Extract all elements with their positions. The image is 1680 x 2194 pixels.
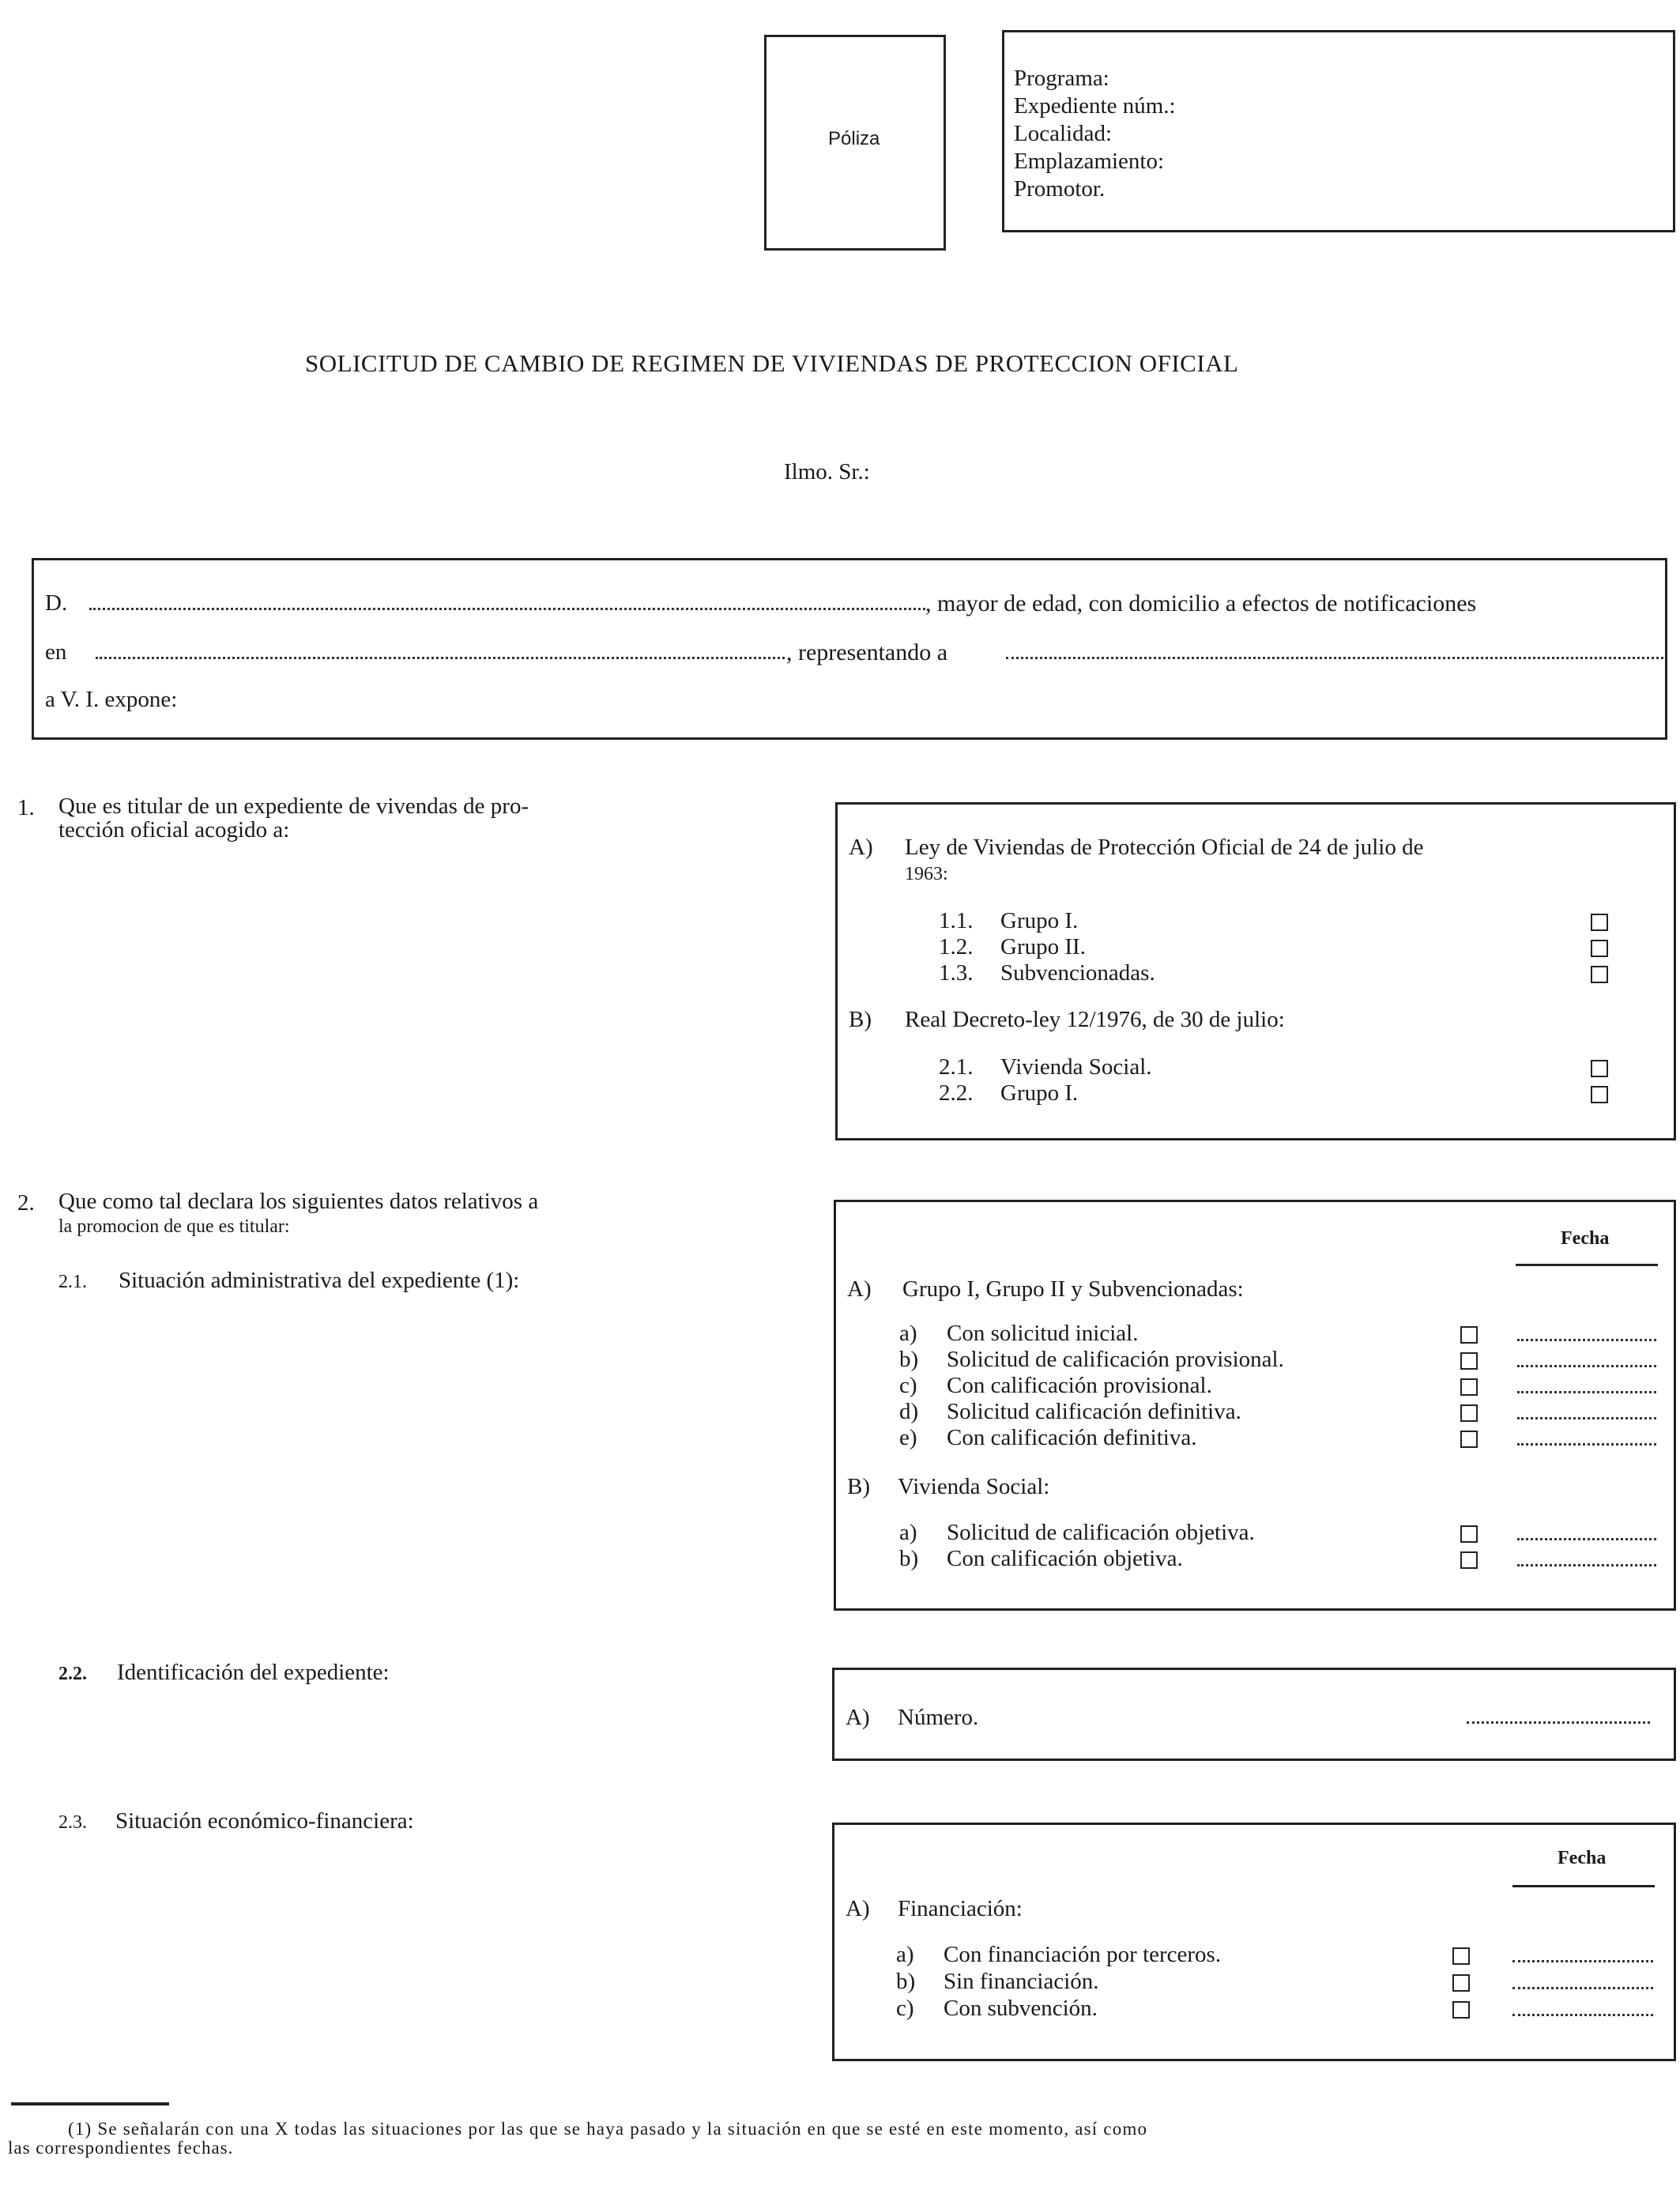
solicitud-definitiva-checkbox[interactable] (1460, 1404, 1478, 1422)
s1-b-title: Real Decreto-ley 12/1976, de 30 de julio: (905, 1007, 1285, 1032)
s1-b-letter: B) (849, 1007, 872, 1032)
s1-b-item-label: Vivienda Social. (1000, 1054, 1152, 1080)
info-localidad: Localidad: (1014, 121, 1113, 146)
s23-a-title: Financiación: (898, 1896, 1023, 1921)
s1-b-item-num: 2.2. (939, 1080, 974, 1106)
info-box (1002, 30, 1675, 232)
fecha-field[interactable] (1517, 1536, 1656, 1540)
applicant-box (32, 558, 1667, 740)
fecha-rule (1512, 1885, 1655, 1887)
fecha-field[interactable] (1517, 1389, 1656, 1393)
s1-b-item-label: Grupo I. (1000, 1080, 1079, 1106)
section2-text-line2: la promocion de que es titular: (58, 1216, 290, 1237)
applicant-en-label: en (45, 639, 67, 665)
s1-a-letter: A) (849, 835, 873, 860)
s23-a-item-num: c) (896, 1996, 914, 2021)
s21-b-item-num: a) (899, 1520, 917, 1545)
grupo-i-rd-checkbox[interactable] (1591, 1086, 1608, 1103)
s1-a-item-label: Grupo II. (1000, 934, 1086, 959)
section2-text-line1: Que como tal declara los siguientes datos relativos a (58, 1189, 539, 1214)
grupo-ii-checkbox[interactable] (1591, 940, 1608, 957)
represented-field[interactable] (1006, 654, 1663, 659)
section1-text-line2: tección oficial acogido a: (58, 817, 290, 843)
situation-panel (834, 1200, 1676, 1611)
section1-text-line1: Que es titular de un expediente de vivendas de pro- (58, 794, 529, 819)
s21-a-item-label: Con calificación provisional. (947, 1373, 1212, 1398)
s21-a-item-num: d) (899, 1399, 919, 1424)
s21-b-title: Vivienda Social: (898, 1474, 1050, 1499)
applicant-d-label: D. (45, 590, 68, 616)
fecha-field[interactable] (1512, 2011, 1653, 2016)
sin-financiacion-checkbox[interactable] (1452, 1974, 1470, 1992)
s23-a-item-num: a) (896, 1942, 914, 1967)
sub22-label: 2.2. (58, 1664, 87, 1684)
s21-b-item-label: Con calificación objetiva. (947, 1546, 1183, 1571)
s23-a-item-label: Sin financiación. (944, 1969, 1099, 1994)
section1-panel (835, 802, 1676, 1140)
fecha-field[interactable] (1517, 1441, 1656, 1446)
footnote-line1: (1) Se señalarán con una X todas las situaciones por las que se haya pasado y la situación en que se esté en este momento, así como (68, 2119, 1148, 2139)
s21-b-item-label: Solicitud de calificación objetiva. (947, 1520, 1255, 1545)
s1-a-title: Ley de Viviendas de Protección Oficial de 24 de julio de (905, 835, 1424, 860)
s1-a-item-label: Grupo I. (1000, 908, 1079, 933)
vivienda-social-checkbox[interactable] (1591, 1060, 1608, 1077)
info-programa: Programa: (1014, 66, 1109, 91)
calificacion-provisional-checkbox[interactable] (1460, 1378, 1478, 1396)
s21-a-item-label: Con calificación definitiva. (947, 1425, 1197, 1450)
info-emplazamiento: Emplazamiento: (1014, 149, 1165, 174)
s1-a-title-year: 1963: (905, 864, 948, 884)
s21-a-item-label: Solicitud calificación definitiva. (947, 1399, 1241, 1424)
s1-b-item-num: 2.1. (939, 1054, 974, 1080)
s23-a-item-label: Con financiación por terceros. (944, 1942, 1222, 1967)
fecha-field[interactable] (1512, 1985, 1653, 1989)
applicant-representando: , representando a (786, 639, 948, 665)
fecha-rule (1516, 1264, 1658, 1266)
solicitud-provisional-checkbox[interactable] (1460, 1352, 1478, 1370)
s23-a-letter: A) (846, 1896, 870, 1921)
s21-b-letter: B) (847, 1474, 870, 1499)
solicitud-inicial-checkbox[interactable] (1460, 1326, 1478, 1344)
calificacion-definitiva-checkbox[interactable] (1460, 1431, 1478, 1448)
salutation: Ilmo. Sr.: (784, 459, 870, 484)
fecha-header: Fecha (1561, 1228, 1610, 1249)
sub21-text: Situación administrativa del expediente (1): (119, 1268, 520, 1293)
fecha-field[interactable] (1512, 1958, 1653, 1962)
applicant-line1-text: , mayor de edad, con domicilio a efectos de notificaciones (925, 590, 1477, 616)
poliza-label: Póliza (828, 128, 880, 149)
sub22-text: Identificación del expediente: (117, 1660, 390, 1685)
fecha-field[interactable] (1517, 1562, 1656, 1566)
financial-panel (832, 1823, 1676, 2061)
sub21-label: 2.1. (58, 1272, 87, 1292)
sub23-label: 2.3. (58, 1812, 87, 1833)
subvencion-checkbox[interactable] (1452, 2001, 1470, 2019)
section1-number: 1. (17, 795, 35, 820)
fecha-field[interactable] (1517, 1363, 1656, 1367)
s21-a-item-label: Con solicitud inicial. (947, 1321, 1139, 1346)
numero-field[interactable] (1467, 1719, 1650, 1724)
s22-a-letter: A) (846, 1705, 870, 1730)
name-field[interactable] (89, 605, 925, 610)
s1-a-item-num: 1.3. (939, 960, 974, 986)
section2-number: 2. (17, 1190, 35, 1216)
financiacion-terceros-checkbox[interactable] (1452, 1947, 1470, 1965)
s23-a-item-num: b) (896, 1969, 916, 1994)
address-field[interactable] (96, 654, 785, 659)
s21-a-item-num: b) (899, 1347, 919, 1372)
page-title: SOLICITUD DE CAMBIO DE REGIMEN DE VIVIENDAS DE PROTECCION OFICIAL (305, 349, 1239, 377)
calificacion-objetiva-checkbox[interactable] (1460, 1551, 1478, 1569)
info-promotor: Promotor. (1014, 176, 1106, 202)
s22-a-title: Número. (898, 1705, 979, 1730)
fecha-field[interactable] (1517, 1415, 1656, 1419)
s21-a-item-num: a) (899, 1321, 917, 1346)
s23-a-item-label: Con subvención. (944, 1996, 1098, 2021)
poliza-box (764, 35, 946, 251)
solicitud-objetiva-checkbox[interactable] (1460, 1525, 1478, 1543)
s21-a-item-num: e) (899, 1425, 917, 1450)
s21-a-item-num: c) (899, 1373, 917, 1398)
s21-a-title: Grupo I, Grupo II y Subvencionadas: (902, 1276, 1244, 1302)
applicant-expone: a V. I. expone: (45, 687, 178, 712)
info-expediente: Expediente núm.: (1014, 93, 1176, 119)
s1-a-item-num: 1.2. (939, 934, 974, 959)
s21-b-item-num: b) (899, 1546, 919, 1571)
footnote-rule (11, 2102, 169, 2105)
s21-a-item-label: Solicitud de calificación provisional. (947, 1347, 1284, 1372)
s21-a-letter: A) (847, 1276, 872, 1302)
identification-panel (832, 1668, 1676, 1761)
subvencionadas-checkbox[interactable] (1591, 966, 1608, 983)
s1-a-item-num: 1.1. (939, 908, 974, 933)
footnote-line2: las correspondientes fechas. (8, 2138, 234, 2158)
sub23-text: Situación económico-financiera: (115, 1808, 414, 1834)
fecha-field[interactable] (1517, 1336, 1656, 1341)
fecha-header: Fecha (1558, 1848, 1607, 1868)
grupo-i-checkbox[interactable] (1591, 914, 1608, 931)
s1-a-item-label: Subvencionadas. (1000, 960, 1155, 986)
